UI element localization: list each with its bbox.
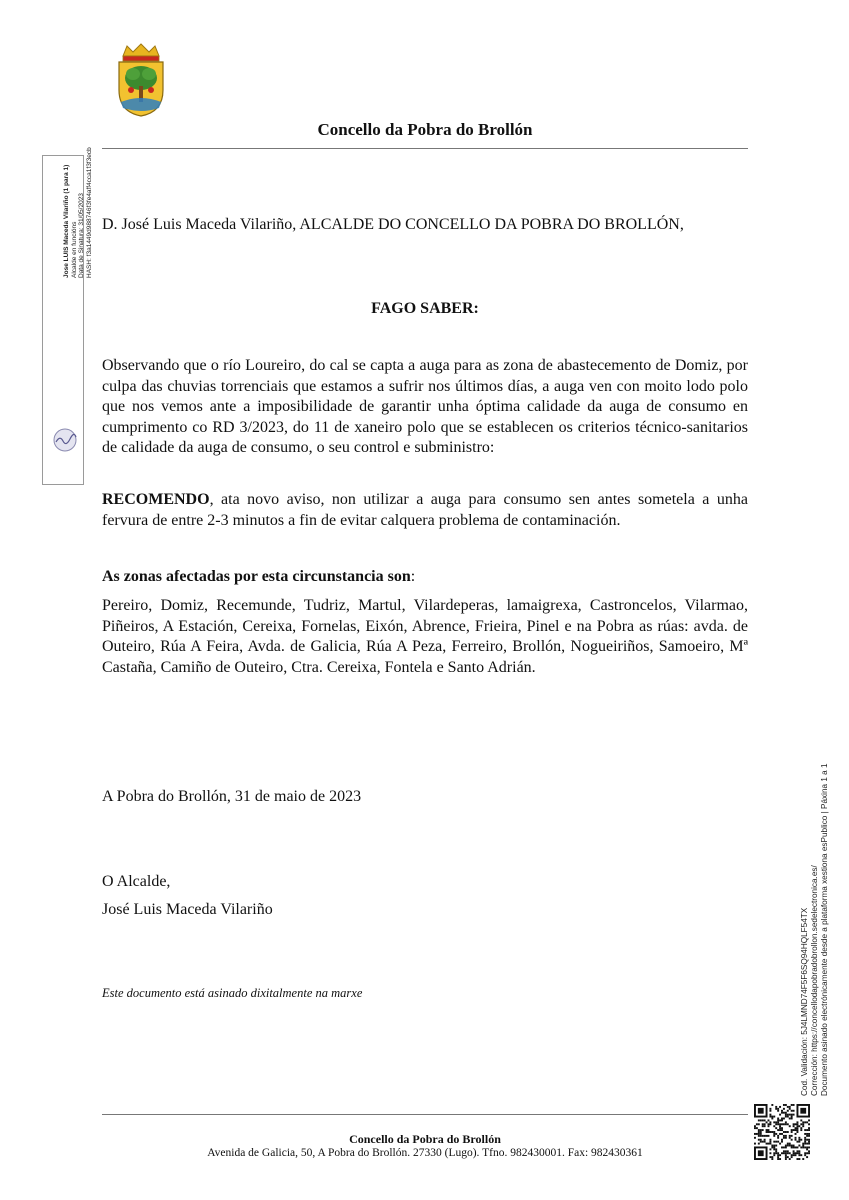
digital-signature-note: Este documento está asinado dixitalmente na marxe xyxy=(102,986,363,1000)
intro-paragraph: Observando que o río Loureiro, do cal se capta a auga para as zona de abastecemento de Domiz, por culpa das chuvias torrenciais que estamos a sufrir nos últimos días, a auga ven con moito lodo polo que nos vemos ante a imposibilidade de garantir unha óptima calidade da auga de consumo en cumprimento co RD 3/2023, do 11 de xaneiro polo que se establecen os criterios técnico-sanitarios de calidade da auga de consumo, o seu control e subministro: xyxy=(102,357,748,456)
zones-heading-colon: : xyxy=(410,568,416,585)
zones-heading-text: As zonas afectadas por esta circunstancia son xyxy=(102,568,411,585)
signatory-role: O Alcalde, xyxy=(102,873,171,890)
signature-line: Jose LUIS Maceda Vilariño (1 para 1) xyxy=(63,164,70,278)
verification-line: Documento asinado electrónicamente desde a plataforma xestiona esPublico | Páxina 1 a 1 xyxy=(820,763,829,1096)
zones-list-paragraph: Pereiro, Domiz, Recemunde, Tudriz, Martul, Vilardeperas, lamaigrexa, Castroncelos, Vilarmao, Piñeiros, A Estación, Cereixa, Fornelas, Eixón, Abrence, Frieira, Pinel e na Pobra as rúas: avda. de Outeiro, Rúa A Feira, Avda. de Galicia, Rúa A Peza, Ferreiro, Brollón, Nogueiriños, Samoeiro, Mª Castaña, Camiño de Outeiro, Ctra. Cereixa, Fontela e Santo Adrián. xyxy=(102,597,748,676)
recommend-keyword: RECOMENDO xyxy=(102,491,210,508)
heading-fago-saber: FAGO SABER: xyxy=(371,300,479,317)
signature-stamp-icon xyxy=(50,425,80,455)
signature-line: HASH: f3a1449d988746f3fe4aff4cca1f3f3ecb xyxy=(85,147,93,278)
verification-line: Cod. Validación: 5J4LMND74F5F6SQ94HQLF54TX xyxy=(800,907,809,1096)
qr-code-icon xyxy=(754,1104,810,1160)
place-date: A Pobra do Brollón, 31 de maio de 2023 xyxy=(102,788,362,805)
signatory-name: José Luis Maceda Vilariño xyxy=(102,901,273,918)
footer-divider xyxy=(102,1114,748,1115)
addressee-line: D. José Luis Maceda Vilariño, ALCALDE DO CONCELLO DA POBRA DO BROLLÓN, xyxy=(102,216,684,233)
header-divider xyxy=(102,148,748,149)
verification-line: Corrección: https://concellodapobradobrollon.sedelectronica.es/ xyxy=(810,865,819,1096)
recommendation-paragraph xyxy=(102,490,748,531)
header-title: Concello da Pobra do Brollón xyxy=(317,120,533,139)
recommend-text: , ata novo aviso, non utilizar a auga para consumo sen antes sometela a unha fervura de entre 2-3 minutos a fin de evitar calquera problema de contaminación. xyxy=(102,491,748,529)
coat-of-arms-logo xyxy=(113,42,169,118)
signature-line: Alcalde en funcións xyxy=(70,221,78,278)
footer-address: Avenida de Galicia, 50, A Pobra do Brollón. 27330 (Lugo). Tfno. 982430001. Fax: 982430361 xyxy=(207,1147,643,1159)
signature-line: Data de Sinatura: 31/05/2023 xyxy=(78,193,85,278)
footer-title: Concello da Pobra do Brollón xyxy=(349,1132,501,1146)
zones-heading xyxy=(102,567,748,588)
